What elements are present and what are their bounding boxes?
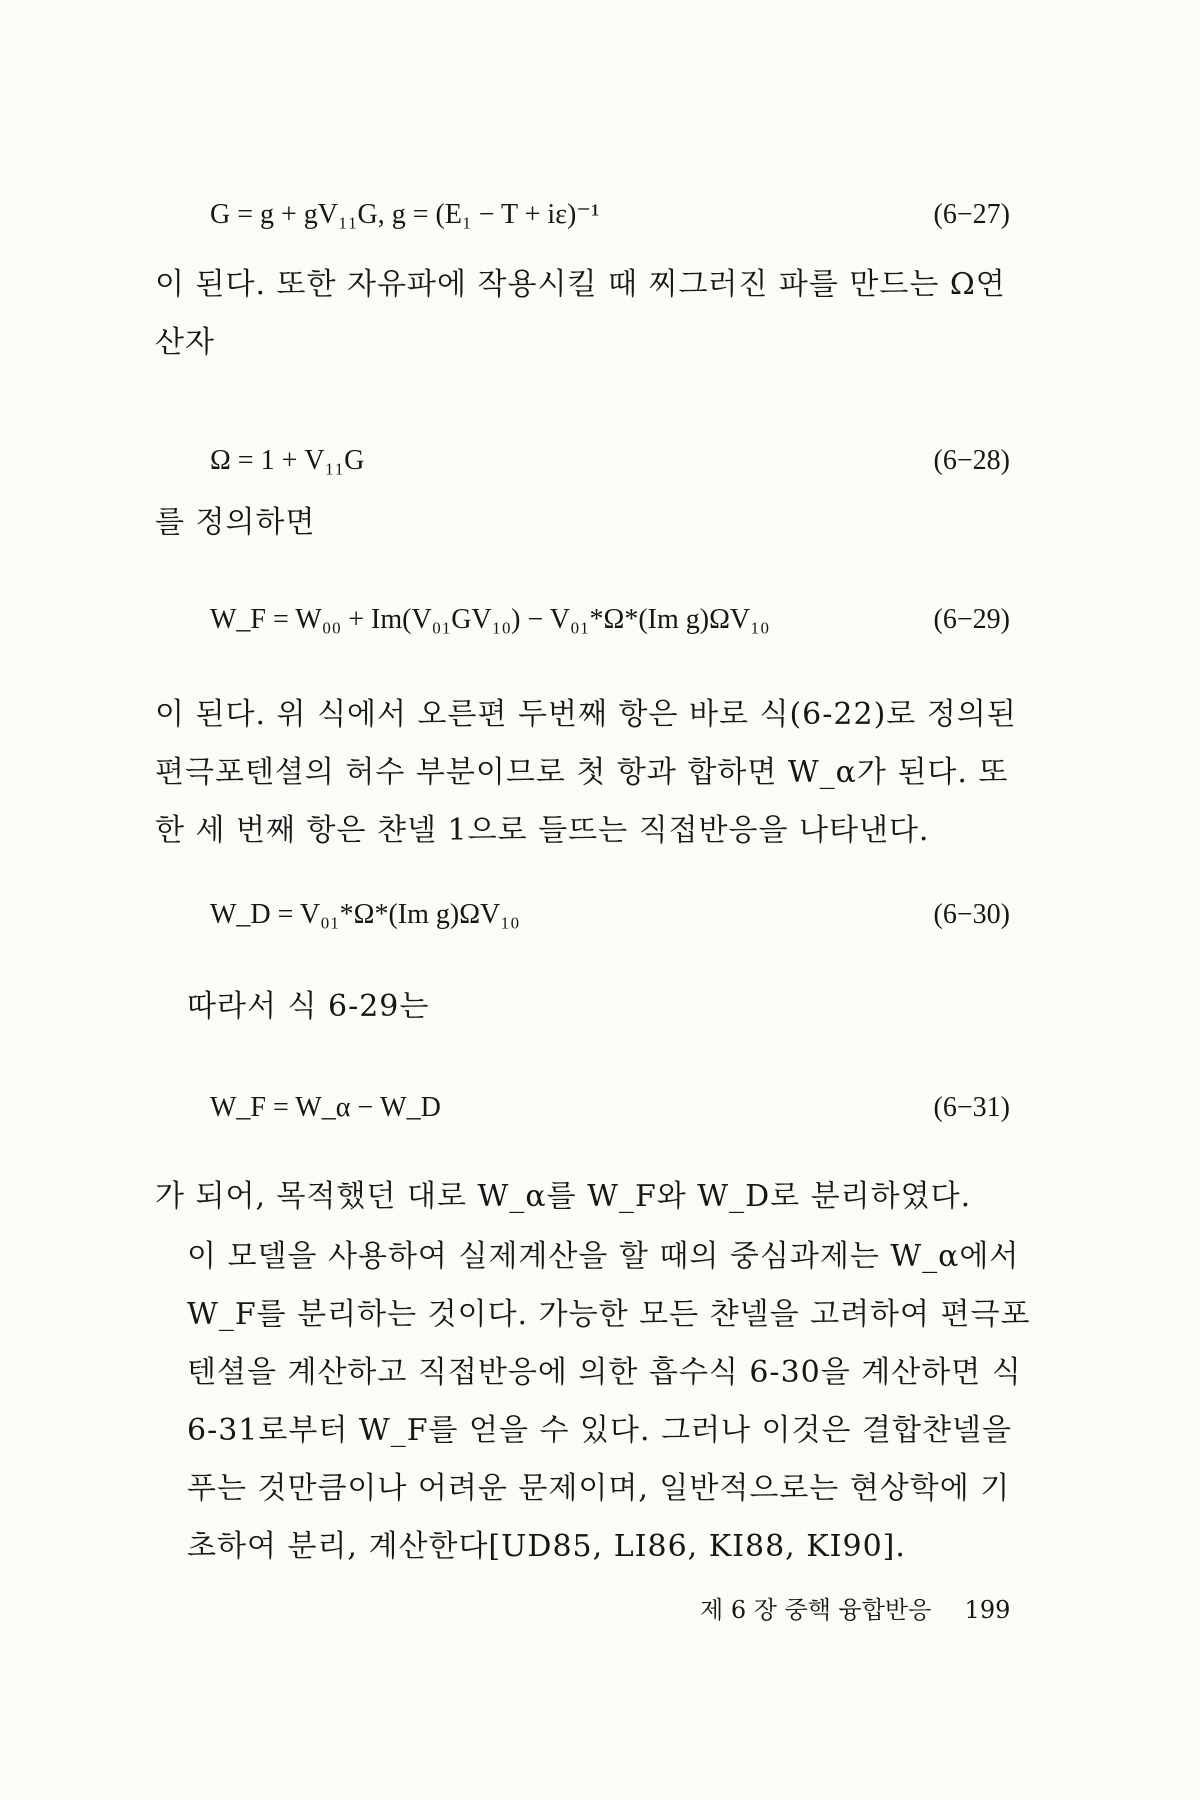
equation-number: (6−29) bbox=[933, 604, 1010, 635]
equation-number: (6−28) bbox=[933, 445, 1010, 476]
equation-6-31 bbox=[210, 1085, 1010, 1131]
equation-number: (6−30) bbox=[933, 899, 1010, 930]
paragraph-text: 를 정의하면 bbox=[155, 505, 316, 540]
page-number: 199 bbox=[964, 1596, 1011, 1624]
equation-formula: W_F = W₀₀ + Im(V₀₁GV₁₀) − V₀₁*Ω*(Im g)ΩV₁₀ bbox=[210, 604, 770, 635]
paragraph-second-term bbox=[155, 686, 1035, 860]
equation-6-30 bbox=[210, 892, 1010, 938]
page-footer bbox=[700, 1595, 1010, 1625]
paragraph-model-usage bbox=[155, 1228, 1035, 1576]
equation-number: (6−27) bbox=[933, 199, 1010, 230]
paragraph-text: 이 된다. 또한 자유파에 작용시킬 때 찌그러진 파를 만드는 Ω연산자 bbox=[155, 267, 1006, 360]
paragraph-omega-operator bbox=[155, 256, 1035, 372]
paragraph-separated bbox=[155, 1168, 1035, 1226]
equation-6-27 bbox=[210, 192, 1010, 238]
paragraph-text: 이 된다. 위 식에서 오른편 두번째 항은 바로 식(6-22)로 정의된 편극포텐셜의 허수 부분이므로 첫 항과 합하면 W_α가 된다. 또한 세 번째 항은 챤넬 1으로 들뜨는 직접반응을 나타낸다. bbox=[155, 697, 1017, 848]
paragraph-text: 가 되어, 목적했던 대로 W_α를 W_F와 W_D로 분리하였다. bbox=[155, 1179, 972, 1214]
equation-number: (6−31) bbox=[933, 1092, 1010, 1123]
running-footer-chapter: 제 6 장 중핵 융합반응 bbox=[700, 1596, 932, 1624]
equation-6-28 bbox=[210, 438, 1010, 484]
equation-formula: G = g + gV₁₁G, g = (E₁ − T + iε)⁻¹ bbox=[210, 199, 600, 230]
equation-formula: Ω = 1 + V₁₁G bbox=[210, 445, 365, 476]
paragraph-therefore bbox=[155, 978, 1035, 1036]
paragraph-text: 이 모델을 사용하여 실제계산을 할 때의 중심과제는 W_α에서 W_F를 분리하는 것이다. 가능한 모든 챤넬을 고려하여 편극포텐셜을 계산하고 직접반응에 의한 흡수식 6-30을 계산하면 식 6-31로부터 W_F를 얻을 수 있다. 그러나 이것은 결합챤넬을 푸는 것만큼이나 어려운 문제이며, 일반적으로는 현상학에 기초하여 분리, 계산한다[UD85, LI86, KI88, KI90]. bbox=[187, 1239, 1031, 1564]
paragraph-define bbox=[155, 494, 1035, 552]
equation-6-29 bbox=[210, 597, 1010, 643]
equation-formula: W_F = W_α − W_D bbox=[210, 1092, 441, 1123]
paragraph-text: 따라서 식 6-29는 bbox=[187, 989, 430, 1024]
equation-formula: W_D = V₀₁*Ω*(Im g)ΩV₁₀ bbox=[210, 899, 520, 930]
